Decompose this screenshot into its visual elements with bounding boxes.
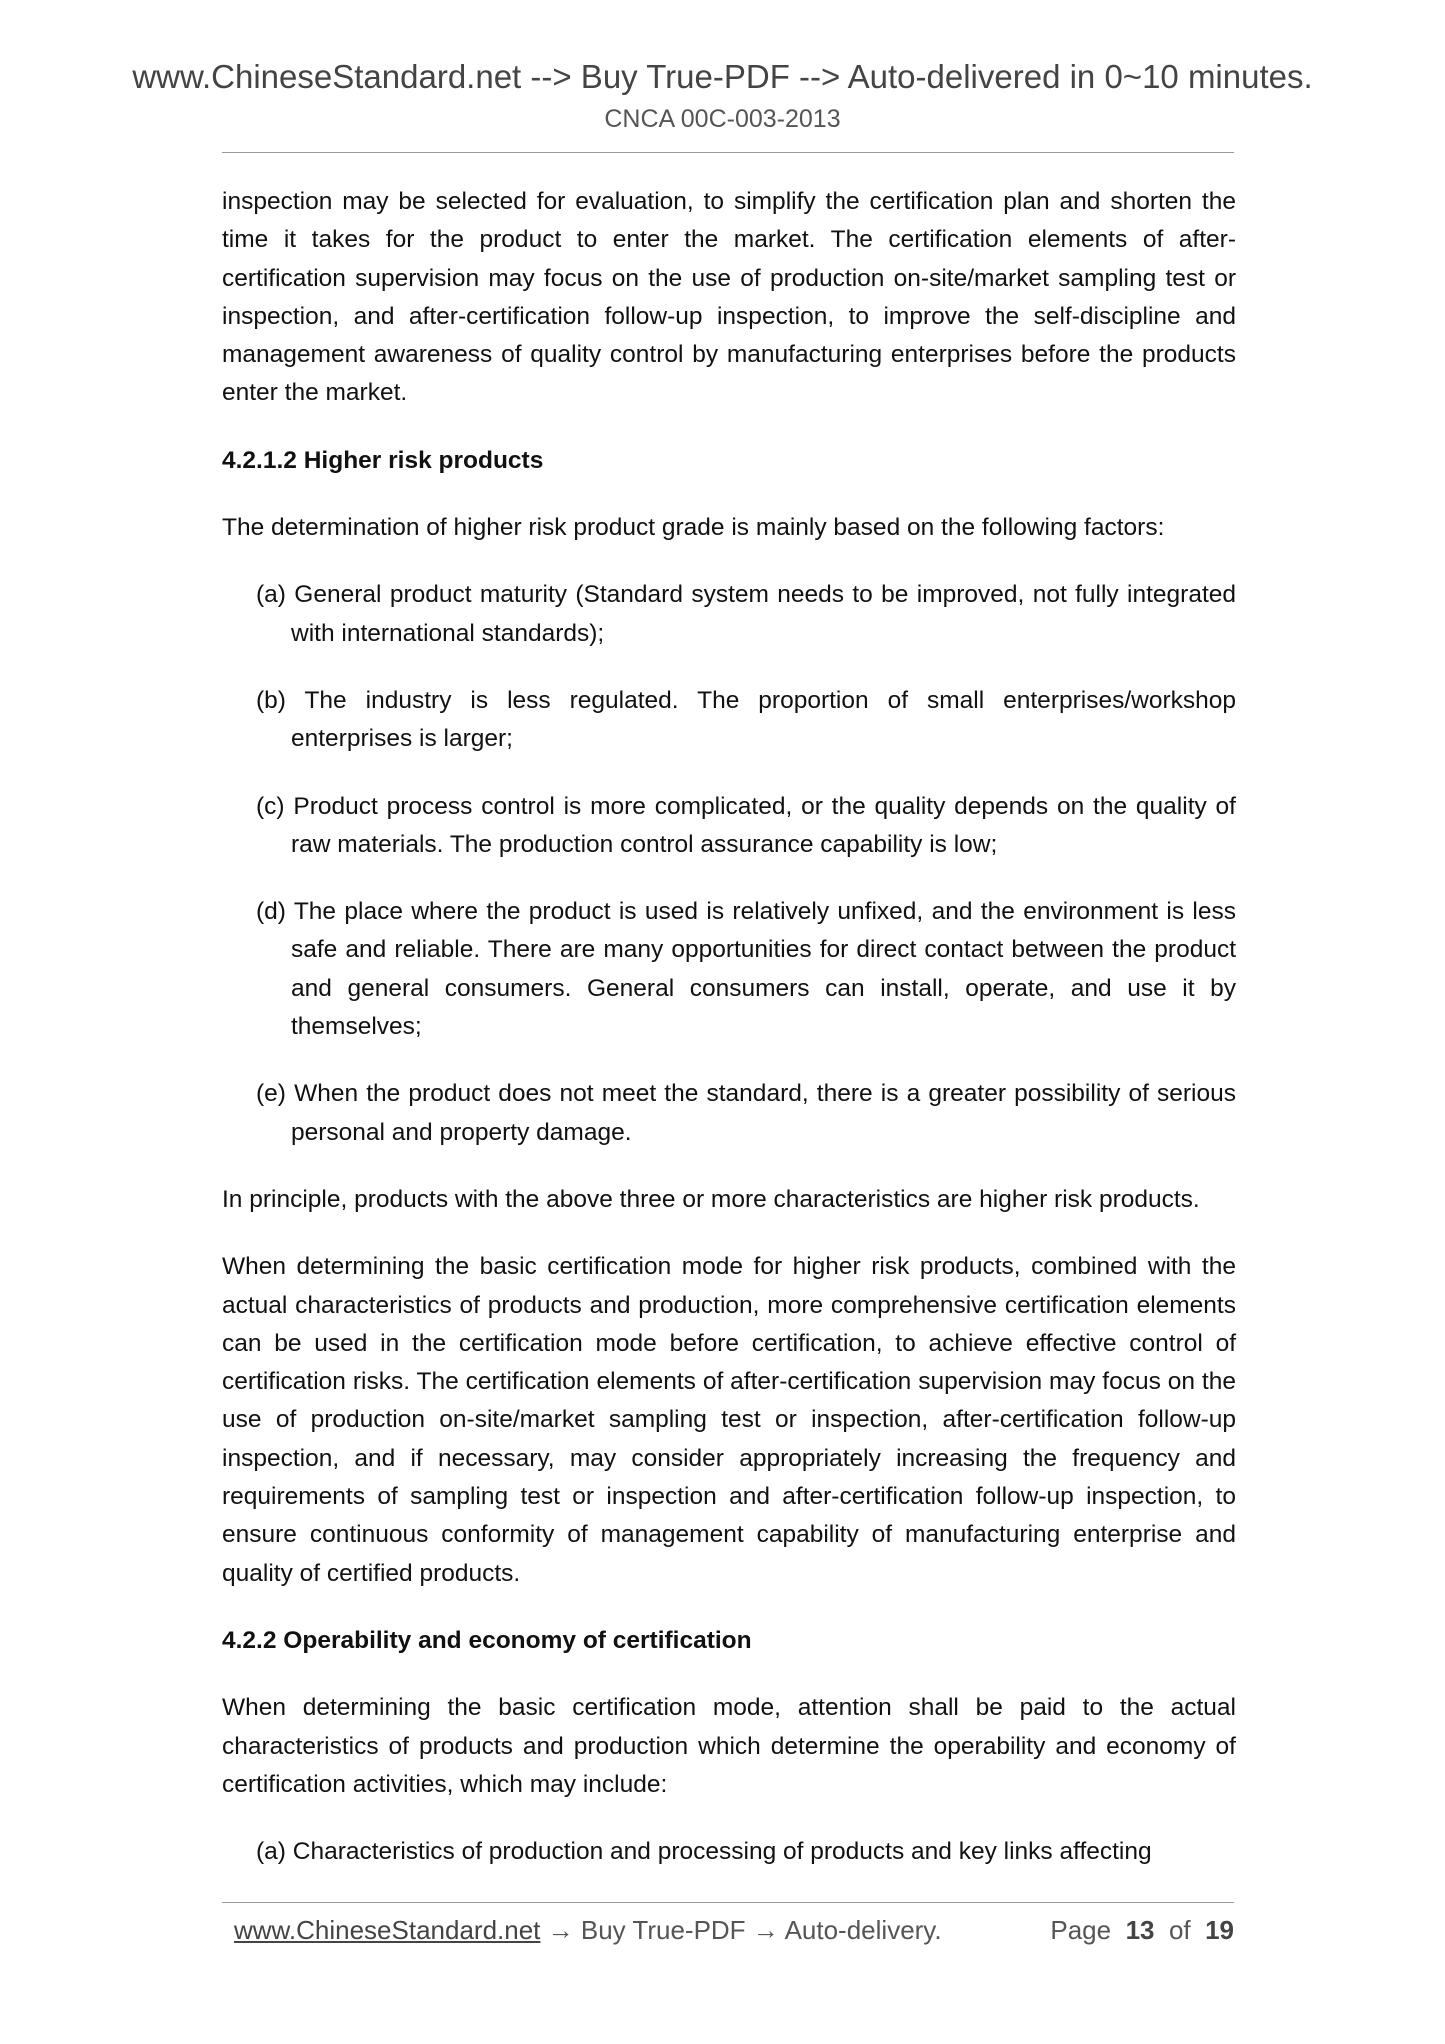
total-pages: 19 bbox=[1205, 1915, 1234, 1945]
paragraph-operability: When determining the basic certification mode, attention shall be paid to the actual characteristics of products and production which determine the operability and economy of certification activities, which may include: bbox=[222, 1694, 1236, 1798]
paragraph-intro: inspection may be selected for evaluation, to simplify the certification plan and shorten the time it takes for the product to enter the market. The certification elements of after-certification supervision may focus on the use of production on-site/market sampling test or inspection, and after-certification follow-up inspection, to improve the self-discipline and management awareness of quality control by manufacturing enterprises before the products enter the market. bbox=[222, 188, 1236, 407]
paragraph-higher-risk-mode: When determining the basic certification mode for higher risk products, combined with the actual characteristics of products and production, more comprehensive certification elements can be used in the certification mode before certification, to achieve effective control of certification risks. The certification elements of after-certification supervision may focus on the use of production on-site/market sampling test or inspection, after-certification follow-up inspection, and if necessary, may consider appropriately increasing the frequency and requirements of sampling test or inspection and after-certification follow-up inspection, to ensure continuous conformity of management capability of manufacturing enterprise and quality of certified products. bbox=[222, 1253, 1236, 1587]
document-code: CNCA 00C-003-2013 bbox=[604, 105, 841, 133]
of-word: of bbox=[1168, 1915, 1191, 1945]
current-page: 13 bbox=[1125, 1915, 1155, 1945]
section-heading-4212: 4.2.1.2 Higher risk products bbox=[222, 446, 544, 474]
header-banner: www.ChineseStandard.net --> Buy True-PDF --> Auto-delivered in 0~10 minutes. bbox=[132, 58, 1313, 95]
footer-divider bbox=[222, 1902, 1234, 1903]
section-heading-422: 4.2.2 Operability and economy of certification bbox=[222, 1626, 752, 1654]
list-item-characteristics-a: (a) Characteristics of production and processing of products and key links affecting bbox=[256, 1838, 1152, 1866]
page-word: Page bbox=[1050, 1915, 1112, 1945]
header-divider bbox=[222, 152, 1234, 153]
list-item-factor-e: (e) When the product does not meet the standard, there is a greater possibility of serious personal and property damage. bbox=[256, 1080, 1236, 1146]
paragraph-factors-intro: The determination of higher risk product grade is mainly based on the following factors: bbox=[222, 514, 1165, 542]
footer-site-link[interactable]: www.ChineseStandard.net bbox=[234, 1915, 541, 1945]
list-item-factor-c: (c) Product process control is more complicated, or the quality depends on the quality of raw materials. The production control assurance capability is low; bbox=[256, 792, 1236, 858]
footer-promo bbox=[234, 1913, 942, 1947]
footer-promo-text: → Buy True-PDF → Auto-delivery. bbox=[540, 1915, 942, 1945]
list-item-factor-a: (a) General product maturity (Standard system needs to be improved, not fully integrated with international standards); bbox=[256, 581, 1236, 647]
paragraph-principle: In principle, products with the above three or more characteristics are higher risk products. bbox=[222, 1185, 1200, 1213]
list-item-factor-d: (d) The place where the product is used is relatively unfixed, and the environment is less safe and reliable. There are many opportunities for direct contact between the product and general consumers. General consumers can install, operate, and use it by themselves; bbox=[256, 898, 1236, 1041]
list-item-factor-b: (b) The industry is less regulated. The proportion of small enterprises/workshop enterprises is larger; bbox=[256, 686, 1236, 753]
document-body bbox=[222, 183, 1236, 1871]
page-number bbox=[1050, 1913, 1234, 1947]
